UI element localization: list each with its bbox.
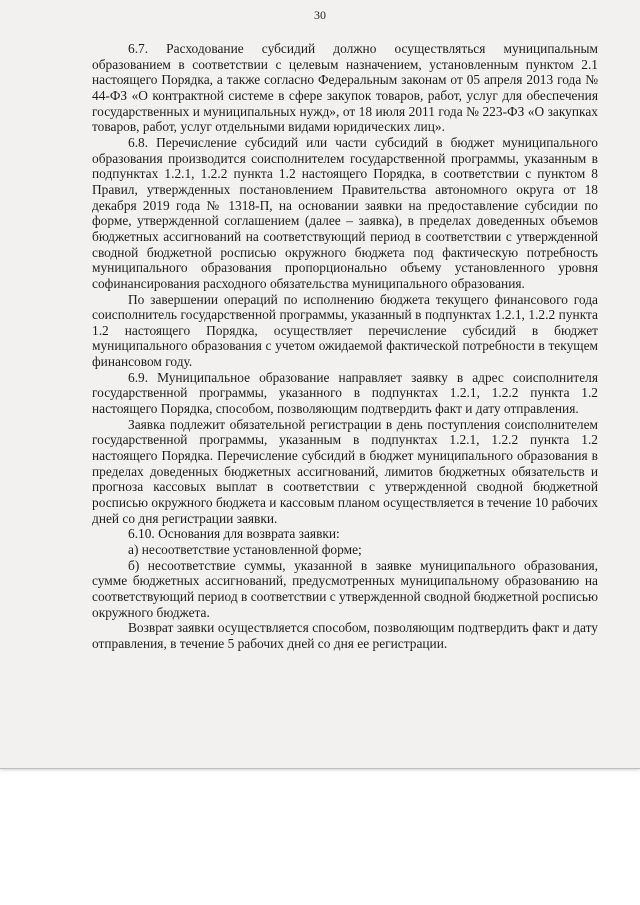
list-item-a: а) несоответствие установленной форме; — [128, 542, 362, 557]
paragraph-6-8: 6.8. Перечисление субсидий или части субсидий в бюджет муниципального образования производится соисполнителем государственной программы, указанным в подпунктах 1.2.1, 1.2.2 пункта 1.2 настоящего Порядка, в соответствии с пунктом 8 Правил, утвержденных постановлением Правительства автономного округа от 18 декабря 2019 года № 1318-П, на основании заявки на предоставление субсидии по форме, утвержденной соглашением (далее – заявка), в пределах доведенных объемов бюджетных ассигнований на соответствующий период в соответствии с утвержденной сводной бюджетной росписью окружного бюджета под фактическую потребность муниципального образования пропорционально объему установленного уровня софинансирования расходного обязательства муниципального образования. — [92, 134, 598, 291]
paragraph-registration: Заявка подлежит обязательной регистрации в день поступления соисполнителем государственной программы, указанным в подпунктах 1.2.1, 1.2.2 пункта 1.2 настоящего Порядка. Перечисление субсидий в бюджет муниципального образования в пределах доведенных бюджетных ассигнований, лимитов бюджетных обязательств и прогноза кассовых выплат в соответствии с утвержденной сводной бюджетной росписью окружного бюджета и кассовым планом осуществляется в течение 10 рабочих дней со дня регистрации заявки. — [92, 416, 598, 526]
page-number: 30 — [314, 8, 326, 22]
paragraph-completion-of-operations: По завершении операций по исполнению бюджета текущего финансового года соисполнитель государственной программы, указанный в подпунктах 1.2.1, 1.2.2 пункта 1.2 настоящего Порядка, осуществляет перечисление субсидий в бюджет муниципального образования с учетом ожидаемой фактической потребности в текущем финансовом году. — [92, 291, 598, 370]
paragraph-return: Возврат заявки осуществляется способом, позволяющим подтвердить факт и дату отправления, в течение 5 рабочих дней со дня ее регистрации. — [92, 620, 598, 651]
list-item-b: б) несоответствие суммы, указанной в заявке муниципального образования, сумме бюджетных ассигнований, предусмотренных муниципальному образованию на соответствующий период в соответствии с утвержденной сводной бюджетной росписью окружного бюджета. — [92, 557, 598, 620]
paragraph-6-10: 6.10. Основания для возврата заявки: — [128, 526, 340, 542]
paragraph-6-9: 6.9. Муниципальное образование направляет заявку в адрес соисполнителя государственной программы, указанного в подпунктах 1.2.1, 1.2.2 пункта 1.2 настоящего Порядка, способом, позволяющим подтвердить факт и дату отправления. — [92, 369, 598, 417]
paragraph-6-7: 6.7. Расходование субсидий должно осуществляться муниципальным образованием в соответствии с целевым назначением, установленным пунктом 2.1 настоящего Порядка, а также согласно Федеральным законам от 05 апреля 2013 года № 44-ФЗ «О контрактной системе в сфере закупок товаров, работ, услуг для обеспечения государственных и муниципальных нужд», от 18 июля 2011 года № 223-ФЗ «О закупках товаров, работ, услуг отдельными видами юридических лиц». — [92, 41, 598, 135]
document-body — [92, 41, 598, 652]
